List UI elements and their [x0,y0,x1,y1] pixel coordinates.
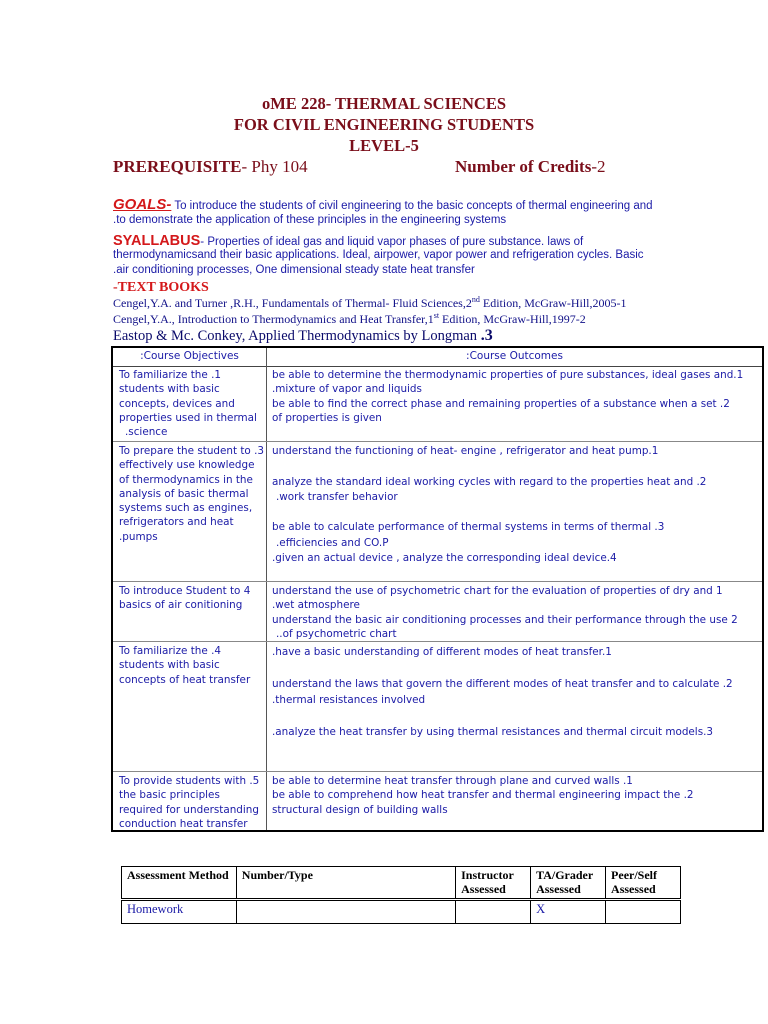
objective-line: conduction heat transfer [119,817,248,830]
syllabus-label: SYALLABUS [113,233,201,249]
textbook-1-tail: Edition, McGraw-Hill,2005-1 [479,296,627,310]
objective-line: required for understanding [119,803,259,816]
objective-line: To prepare the student to .3 [119,445,265,457]
outcome-line: be able to determine heat transfer through plane and curved walls .1 [272,775,633,787]
outcome-line: .given an actual device , analyze the corresponding ideal device.4 [272,552,617,565]
outcomes-5 [272,774,694,817]
textbook-2-main: Cengel,Y.A., Introduction to Thermodynamics and Heat Transfer,1 [113,312,434,326]
objective-line: To familiarize the .1 [119,369,221,381]
outcome-line: .wet atmosphere [272,599,360,612]
outcome-line [272,660,733,676]
objective-line: concepts of heat transfer [119,673,251,686]
ta-grader-assessed-cell: X [531,900,606,924]
objective-4 [119,644,250,687]
outcome-line: be able to comprehend how heat transfer and thermal engineering impact the .2 [272,789,694,802]
table-row [122,900,681,924]
textbook-1-main: Cengel,Y.A. and Turner ,R.H., Fundamentals of Thermal- Fluid Sciences,2 [113,296,472,310]
objective-line: refrigerators and heat [119,516,234,529]
prerequisite-label: PREREQUISITE [113,157,242,176]
prerequisite-value: - Phy 104 [241,157,308,176]
outcome-line: be able to find the correct phase and remaining properties of a substance when a set .2 [272,397,730,410]
objective-line: .science [125,426,168,439]
goals-line-1 [113,196,653,214]
prerequisite [113,157,308,177]
syllabus-line-1 [113,232,583,250]
textbook-2-sup: st [433,311,440,320]
goals-text-1: To introduce the students of civil engineering to the basic concepts of thermal engineering and [171,200,653,212]
outcome-line: analyze the standard ideal working cycles with regard to the properties heat and .2 [272,475,707,488]
course-title: oME 228- THERMAL SCIENCES [261,94,507,113]
textbook-1-sup: nd [471,295,480,304]
outcome-line: understand the functioning of heat- engine , refrigerator and heat pump.1 [272,445,659,457]
objective-line: analysis of basic thermal [119,487,249,500]
outcome-line: .work transfer behavior [276,490,398,503]
objectives-outcomes-table [111,346,764,832]
outcome-line: structural design of building walls [272,803,448,816]
number-type-cell [236,900,455,924]
row-divider [113,581,762,582]
objective-line: concepts, devices and [119,397,235,410]
outcome-line: .have a basic understanding of different modes of heat transfer.1 [272,646,612,658]
outcome-line [272,459,706,474]
credits-value: -2 [591,157,606,176]
outcome-line: understand the basic air conditioning processes and their performance through the use 2 [272,613,738,626]
outcome-line [272,708,733,724]
header-assessment-method: Assessment Method [122,867,237,900]
row-divider [113,771,762,772]
syllabus-text-3: .air conditioning processes, One dimensional steady state heat transfer [113,264,475,276]
goals-label: GOALS- [113,196,172,213]
outcomes-3 [272,584,738,641]
syllabus-text-1: - Properties of ideal gas and liquid vapor phases of pure substance. laws of [200,236,584,248]
assessment-method-cell: Homework [122,900,237,924]
objective-2 [119,444,264,544]
objective-3 [119,584,250,613]
objective-line: students with basic [119,383,220,396]
objective-line: of thermodynamics in the [119,473,253,486]
outcome-line: .thermal resistances involved [272,694,426,706]
textbook-1 [113,295,627,311]
header-instructor-assessed: Instructor Assessed [456,867,531,900]
syllabus-text-2: thermodynamicsand their basic applications. Ideal, airpower, vapor power and refrigeration cycles. Basic [113,249,644,261]
objective-line: .pumps [119,530,158,543]
instructor-assessed-cell [456,900,531,924]
outcome-line: .efficiencies and CO.P [276,536,389,549]
outcomes-1 [272,368,743,425]
objective-5 [119,774,259,831]
header-course-outcomes: :Course Outcomes [267,348,762,367]
outcome-line: ..of psychometric chart [276,627,397,640]
outcome-line: .analyze the heat transfer by using thermal resistances and thermal circuit models.3 [272,726,714,738]
row-divider [113,441,762,442]
textbook-3 [113,327,493,345]
header-ta-grader-assessed: TA/Grader Assessed [531,867,606,900]
objective-line: To introduce Student to 4 [119,585,251,597]
assessment-header-row [122,867,681,900]
outcome-line: of properties is given [272,411,382,424]
outcome-line: be able to determine the thermodynamic properties of pure substances, ideal gases and.1 [272,369,744,381]
textbooks-label: -TEXT BOOKS [113,280,209,295]
objective-line: basics of air conitioning [119,599,243,612]
outcome-line: understand the laws that govern the different modes of heat transfer and to calculate .2 [272,678,733,690]
objective-line: systems such as engines, [119,502,253,515]
header-number-type: Number/Type [236,867,455,900]
objective-1 [119,368,257,439]
course-audience: FOR CIVIL ENGINEERING STUDENTS [233,115,535,134]
outcome-line: understand the use of psychometric chart for the evaluation of properties of dry and 1 [272,585,723,597]
objective-line: properties used in thermal [119,411,257,424]
credits [455,157,605,177]
objective-line: effectively use knowledge [119,459,255,472]
outcome-line: .mixture of vapor and liquids [272,383,422,396]
goals-text-2: .to demonstrate the application of these principles in the engineering systems [113,214,507,226]
outcomes-4 [272,644,733,740]
header-course-objectives: :Course Objectives [113,348,266,367]
objective-line: the basic principles [119,789,220,802]
header-peer-self-assessed: Peer/Self Assessed [606,867,681,900]
peer-self-assessed-cell [606,900,681,924]
textbook-2 [113,311,586,327]
textbook-2-tail: Edition, McGraw-Hill,1997-2 [439,312,586,326]
credits-label: Number of Credits [455,157,592,176]
textbook-3-number: .3 [480,327,493,344]
outcome-line [272,505,706,520]
objective-line: students with basic [119,659,220,672]
course-level: LEVEL-5 [349,136,419,155]
column-divider [266,348,267,830]
outcomes-2 [272,444,706,566]
objective-line: To provide students with .5 [119,775,260,787]
outcome-line: be able to calculate performance of thermal systems in terms of thermal .3 [272,521,665,534]
textbook-3-main: Eastop & Mc. Conkey, Applied Thermodynamics by Longman [113,328,478,344]
objective-line: To familiarize the .4 [119,645,221,657]
assessment-table [121,866,681,924]
